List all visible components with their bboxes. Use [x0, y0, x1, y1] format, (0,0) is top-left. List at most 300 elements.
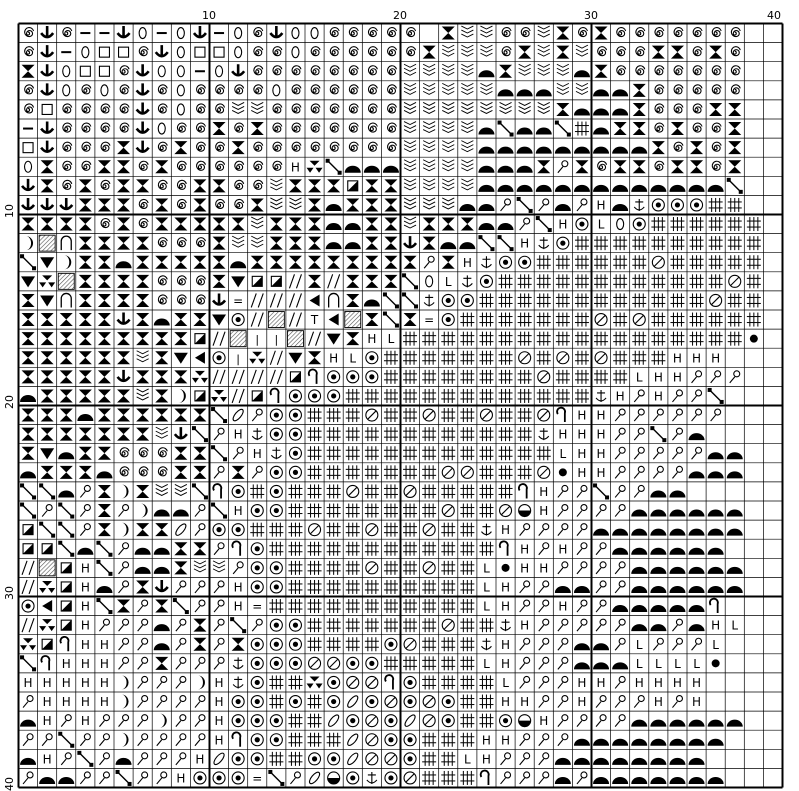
svg-text:H: H	[692, 351, 702, 366]
h-symbol	[654, 676, 663, 690]
grid-cell	[288, 714, 302, 728]
grid-cell	[365, 484, 379, 498]
grid-cell	[441, 561, 455, 575]
hourglass-symbol	[308, 237, 321, 250]
wide-hash-symbol	[670, 293, 684, 307]
grid-cell	[478, 70, 494, 77]
grid-cell	[214, 543, 224, 555]
h-symbol	[692, 676, 701, 690]
hourglass-symbol	[384, 275, 397, 288]
hourglass-symbol	[193, 466, 206, 479]
grid-cell	[175, 484, 187, 495]
grid-cell	[138, 676, 148, 688]
grid-cell	[479, 446, 493, 460]
dome-symbol	[593, 662, 609, 669]
grid-cell	[579, 28, 588, 37]
grid-cell	[712, 161, 721, 170]
circled-dot-symbol	[289, 619, 301, 631]
oval-symbol	[63, 66, 70, 77]
dome-symbol	[574, 70, 590, 77]
double-slash-symbol	[251, 370, 263, 384]
grid-cell	[213, 332, 225, 346]
down-triangle-symbol	[231, 276, 245, 287]
grid-cell	[539, 600, 549, 612]
grid-cell	[731, 85, 740, 94]
shaded-square-symbol	[39, 235, 55, 251]
grid-cell	[254, 161, 263, 170]
wide-hash-symbol	[384, 427, 398, 441]
wide-hash-symbol	[422, 675, 436, 689]
wide-hash-symbol	[632, 274, 646, 288]
grid-cell	[690, 160, 703, 173]
grid-cell	[404, 734, 416, 746]
grid-cell	[631, 777, 647, 784]
spiral-symbol	[120, 66, 129, 75]
grid-cell	[728, 198, 742, 212]
grid-cell	[558, 676, 568, 688]
wide-hash-symbol	[308, 695, 322, 709]
grid-cell	[422, 446, 436, 460]
dome-symbol	[536, 147, 552, 154]
grid-cell	[80, 524, 90, 536]
wide-hash-symbol	[747, 313, 761, 327]
wide-hash-symbol	[422, 484, 436, 498]
grid-cell	[499, 465, 513, 479]
grid-cell	[612, 548, 628, 555]
fan-symbol	[156, 427, 168, 438]
grid-cell	[195, 600, 205, 612]
grid-cell	[23, 544, 33, 554]
grid-cell	[689, 605, 705, 612]
circled-dot-symbol	[270, 562, 282, 574]
grid-cell	[595, 314, 607, 326]
wide-hash-symbol	[499, 313, 513, 327]
circled-dot-symbol	[232, 314, 244, 326]
hourglass-symbol	[289, 218, 302, 231]
grid-cell	[631, 586, 647, 593]
pin-symbol	[138, 676, 148, 688]
grid-cell	[612, 147, 628, 154]
dome-symbol	[517, 185, 533, 192]
grid-cell	[517, 128, 533, 135]
grid-cell	[195, 391, 205, 401]
grid-cell	[330, 47, 339, 56]
grid-cell	[42, 104, 52, 114]
grid-cell	[195, 581, 205, 593]
svg-text:H: H	[539, 561, 549, 576]
grid-cell	[615, 428, 625, 440]
wide-hash-symbol	[384, 408, 398, 422]
grid-cell	[539, 581, 549, 593]
grid-cell	[556, 274, 570, 288]
grid-cell	[346, 694, 360, 709]
grid-cell	[43, 714, 52, 728]
circled-dot-symbol	[500, 715, 512, 727]
fan-symbol	[423, 83, 435, 94]
wide-hash-symbol	[556, 255, 570, 269]
grid-cell	[708, 567, 724, 574]
grid-cell	[213, 293, 225, 304]
grid-cell	[693, 47, 702, 56]
grid-cell	[499, 484, 513, 498]
grid-cell	[537, 351, 551, 365]
dome-symbol	[689, 433, 705, 440]
grid-cell	[669, 185, 685, 192]
h-symbol	[501, 733, 510, 747]
grid-cell	[41, 466, 54, 479]
pin-symbol	[558, 696, 568, 708]
hourglass-symbol	[384, 179, 397, 192]
filled-dot-symbol	[712, 659, 720, 667]
fan-symbol	[461, 45, 473, 56]
grid-cell	[309, 332, 321, 346]
wide-hash-symbol	[670, 313, 684, 327]
grid-cell	[559, 468, 567, 476]
dome-symbol	[669, 529, 685, 536]
grid-cell	[634, 447, 644, 459]
wide-hash-symbol	[422, 389, 436, 403]
fan-symbol	[137, 351, 149, 362]
wide-hash-symbol	[670, 236, 684, 250]
wide-hash-symbol	[499, 446, 513, 460]
dome-symbol	[650, 490, 666, 497]
grid-cell	[308, 561, 322, 575]
grid-cell	[349, 47, 358, 56]
oval-symbol	[426, 276, 433, 287]
wide-hash-symbol	[269, 752, 283, 766]
leaf-symbol	[346, 732, 360, 747]
grid-cell	[539, 619, 549, 631]
grid-cell	[479, 427, 493, 441]
hourglass-symbol	[442, 256, 455, 269]
wide-hash-symbol	[308, 714, 322, 728]
grid-cell	[39, 522, 55, 538]
grid-cell	[519, 715, 531, 727]
grid-cell	[441, 542, 455, 556]
grid-cell	[193, 409, 206, 422]
grid-cell	[555, 758, 571, 765]
grid-cell	[99, 47, 109, 57]
grid-cell	[388, 47, 397, 56]
grid-cell	[479, 618, 493, 632]
grid-cell	[39, 275, 55, 287]
pin-symbol	[615, 409, 625, 421]
grid-cell	[101, 104, 110, 113]
fan-symbol	[557, 83, 569, 94]
hourglass-symbol	[41, 428, 54, 441]
grid-cell	[517, 89, 533, 96]
h-symbol	[558, 542, 567, 556]
spiral-symbol	[254, 180, 263, 189]
grid-cell	[558, 485, 568, 497]
circled-dot-symbol	[347, 772, 359, 784]
l-symbol	[388, 332, 395, 346]
grid-cell	[384, 465, 398, 479]
wide-hash-symbol	[518, 332, 532, 346]
dome-symbol	[345, 242, 361, 249]
grid-cell	[482, 733, 491, 747]
grid-cell	[633, 218, 645, 230]
grid-cell	[537, 389, 551, 403]
oval-symbol	[63, 85, 70, 96]
circled-dot-symbol	[576, 218, 588, 230]
grid-cell	[654, 695, 663, 709]
spiral-symbol	[349, 142, 358, 151]
dome-symbol	[612, 605, 628, 612]
fan-symbol	[538, 64, 550, 75]
wide-hash-symbol	[613, 332, 627, 346]
dome-symbol	[669, 548, 685, 555]
h-symbol	[501, 657, 510, 671]
pin-symbol	[539, 619, 549, 631]
spiral-symbol	[235, 85, 244, 94]
dome-symbol	[650, 548, 666, 555]
wide-hash-symbol	[308, 465, 322, 479]
grid-cell	[231, 408, 245, 423]
grid-cell	[270, 657, 282, 669]
grid-cell	[670, 332, 684, 346]
diamond-symbol	[58, 522, 74, 538]
hourglass-symbol	[60, 332, 73, 345]
wide-hash-symbol	[365, 465, 379, 479]
grid-cell	[270, 505, 282, 517]
grid-cell	[233, 676, 243, 688]
grid-cell	[155, 657, 168, 670]
grid-cell	[557, 64, 569, 75]
grid-cell	[197, 142, 206, 151]
grid-cell	[98, 504, 111, 517]
grid-cell	[615, 409, 625, 421]
pin-symbol	[672, 619, 682, 631]
grid-cell	[117, 389, 130, 402]
hourglass-symbol	[232, 141, 245, 154]
grid-cell	[98, 428, 111, 441]
grid-cell	[388, 123, 397, 132]
grid-cell	[327, 637, 341, 651]
grid-cell	[81, 600, 90, 614]
grid-cell	[137, 83, 149, 94]
wide-hash-symbol	[499, 484, 513, 498]
grid-cell	[502, 28, 511, 37]
wide-hash-symbol	[728, 332, 742, 346]
diamond-symbol	[96, 541, 112, 557]
hourglass-symbol	[41, 313, 54, 326]
circled-dot-symbol	[251, 753, 263, 765]
pin-symbol	[157, 753, 167, 765]
plus-anchor-symbol	[424, 294, 434, 306]
circled-dot-symbol	[194, 772, 206, 784]
spiral-symbol	[712, 142, 721, 151]
slashed-circle-symbol	[710, 294, 722, 306]
wide-hash-symbol	[479, 618, 493, 632]
pin-symbol	[558, 676, 568, 688]
hourglass-symbol	[98, 409, 111, 422]
grid-cell	[233, 657, 243, 669]
spiral-symbol	[63, 161, 72, 170]
grid-cell	[195, 734, 205, 746]
circled-dot-symbol	[500, 256, 512, 268]
grid-cell	[727, 178, 743, 194]
spiral-symbol	[712, 85, 721, 94]
grid-cell	[404, 217, 416, 228]
pin-symbol	[539, 657, 549, 669]
grid-cell	[577, 428, 586, 442]
circled-dot-symbol	[251, 696, 263, 708]
hourglass-symbol	[556, 46, 569, 59]
grid-cell	[79, 351, 92, 364]
grid-cell	[712, 638, 719, 652]
hourglass-symbol	[556, 27, 569, 40]
grid-cell	[462, 275, 472, 287]
spiral-symbol	[349, 104, 358, 113]
column-label-40: 40	[767, 9, 781, 22]
grid-cell	[595, 352, 607, 364]
grid-cell	[404, 179, 416, 190]
grid-cell	[479, 484, 493, 498]
circled-dot-symbol	[347, 371, 359, 383]
wide-hash-symbol	[327, 408, 341, 422]
anchor-symbol	[137, 122, 149, 133]
pin-symbol	[539, 199, 549, 211]
pin-symbol	[577, 505, 587, 517]
circled-dot-symbol	[251, 581, 263, 593]
grid-cell	[117, 218, 130, 231]
grid-cell	[442, 160, 454, 171]
spiral-symbol	[368, 47, 377, 56]
grid-cell	[502, 564, 510, 572]
half-circle-symbol	[519, 715, 531, 727]
spiral-symbol	[579, 28, 588, 37]
grid-cell	[499, 332, 513, 346]
spiral-symbol	[598, 161, 607, 170]
oval-symbol	[177, 47, 184, 58]
fan-symbol	[194, 561, 206, 572]
pin-symbol	[176, 676, 186, 688]
svg-text:H: H	[596, 198, 606, 213]
grid-cell	[575, 160, 588, 173]
spiral-symbol	[388, 66, 397, 75]
hourglass-symbol	[193, 218, 206, 231]
grid-cell	[595, 27, 608, 40]
spiral-symbol	[330, 66, 339, 75]
wide-hash-symbol	[594, 370, 608, 384]
grid-cell	[368, 85, 377, 94]
hourglass-symbol	[633, 160, 646, 173]
dome-symbol	[593, 108, 609, 115]
dome-symbol	[612, 758, 628, 765]
slashed-circle-symbol	[366, 715, 378, 727]
grid-cell	[327, 408, 341, 422]
dome-symbol	[631, 720, 647, 727]
grid-cell	[653, 466, 663, 478]
spiral-symbol	[273, 161, 282, 170]
grid-cell	[269, 675, 283, 689]
dome-symbol	[650, 605, 666, 612]
wide-hash-symbol	[651, 332, 665, 346]
spiral-symbol	[254, 47, 263, 56]
grid-cell	[63, 123, 72, 132]
fan-symbol	[213, 561, 225, 572]
wide-hash-symbol	[441, 523, 455, 537]
h-symbol	[81, 561, 90, 575]
fan-symbol	[423, 102, 435, 113]
grid-cell	[252, 391, 262, 401]
hourglass-symbol	[155, 256, 168, 269]
spiral-symbol	[388, 104, 397, 113]
spiral-symbol	[101, 123, 110, 132]
grid-cell	[195, 505, 205, 517]
dome-symbol	[631, 777, 647, 784]
pin-symbol	[539, 734, 549, 746]
spiral-symbol	[235, 199, 244, 208]
grid-cell	[577, 600, 587, 612]
circled-dot-symbol	[289, 447, 301, 459]
grid-cell	[40, 257, 54, 268]
grid-cell	[174, 466, 187, 479]
wide-hash-symbol	[441, 561, 455, 575]
grid-cell	[519, 352, 531, 364]
dome-symbol	[498, 89, 514, 96]
grid-cell	[23, 696, 33, 708]
grid-cell	[328, 753, 340, 765]
spiral-symbol	[273, 66, 282, 75]
pin-symbol	[634, 447, 644, 459]
grid-cell	[311, 85, 320, 94]
grid-cell	[98, 389, 111, 402]
wide-hash-symbol	[651, 217, 665, 231]
spiral-symbol	[655, 104, 664, 113]
fan-symbol	[423, 141, 435, 152]
pin-symbol	[577, 619, 587, 631]
grid-cell	[174, 409, 187, 422]
grid-cell	[556, 313, 570, 327]
grid-cell	[269, 542, 283, 556]
equals-symbol	[424, 313, 434, 327]
wide-hash-symbol	[460, 351, 474, 365]
pin-symbol	[80, 734, 90, 746]
grid-cell	[442, 179, 454, 190]
pin-symbol	[176, 696, 186, 708]
grid-cell	[328, 676, 340, 688]
grid-cell	[499, 427, 513, 441]
dome-symbol	[689, 624, 705, 631]
grid-cell	[651, 274, 665, 288]
grid-cell	[596, 600, 606, 612]
spiral-symbol	[120, 123, 129, 132]
diamond-symbol	[211, 445, 227, 461]
hourglass-symbol	[79, 294, 92, 307]
grid-cell	[81, 561, 90, 575]
wide-hash-symbol	[422, 618, 436, 632]
grid-cell	[653, 409, 663, 421]
grid-cell	[82, 123, 91, 132]
grid-cell	[117, 351, 130, 364]
wide-hash-symbol	[384, 561, 398, 575]
crescent-symbol	[141, 504, 148, 518]
grid-cell	[236, 352, 240, 365]
grid-cell	[463, 256, 472, 270]
grid-cell	[403, 389, 417, 403]
pin-symbol	[233, 562, 243, 574]
h-symbol	[597, 466, 606, 480]
hourglass-symbol	[232, 466, 245, 479]
grid-cell	[58, 490, 74, 497]
wide-hash-symbol	[537, 332, 551, 346]
grid-cell	[289, 409, 301, 421]
hourglass-symbol	[60, 370, 73, 383]
grid-cell	[364, 166, 380, 173]
wide-hash-symbol	[499, 389, 513, 403]
